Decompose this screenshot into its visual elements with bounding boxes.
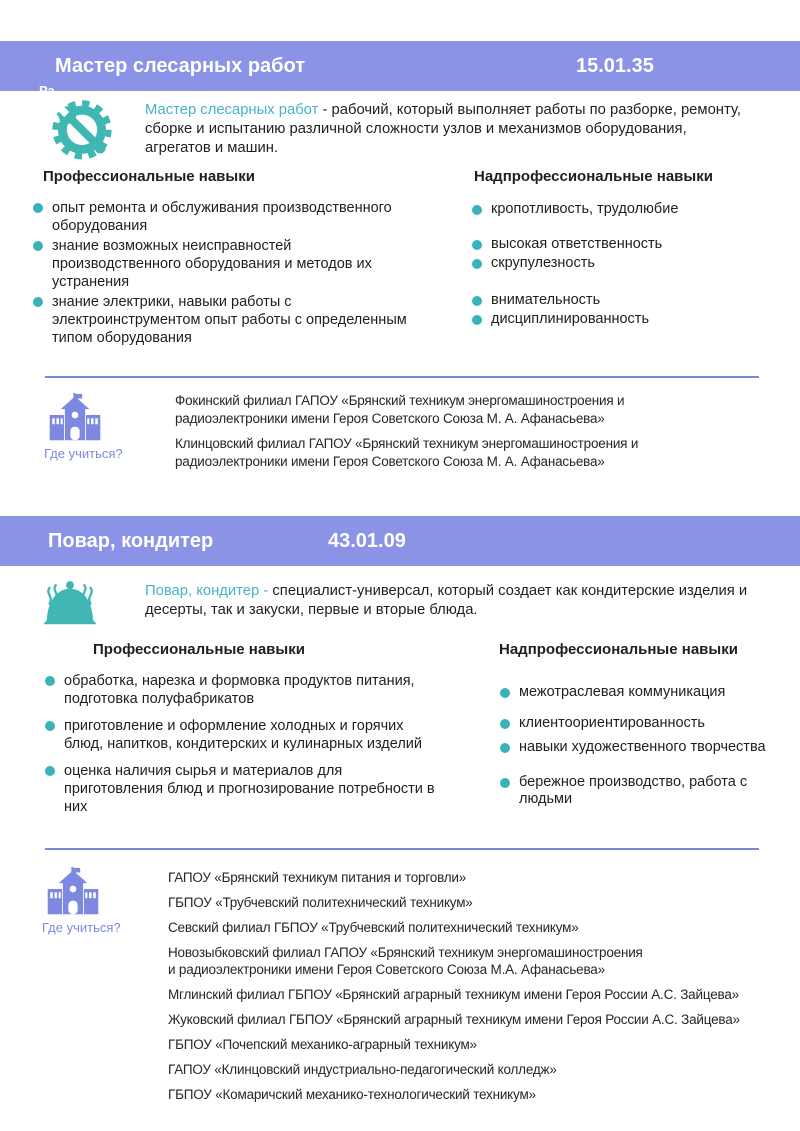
- gear-wrench-icon: [50, 96, 130, 175]
- supra-skills-heading: Надпрофессиональные навыки: [474, 168, 713, 185]
- supra-skills-list: [472, 201, 731, 330]
- section-divider: [45, 376, 759, 378]
- skill-item: высокая ответственность: [472, 236, 731, 253]
- bullet-dot-icon: [472, 296, 482, 306]
- institution-item: ГБПОУ «Трубчевский политехнический техникум»: [168, 895, 473, 910]
- institution-item: ГАПОУ «Клинцовский индустриально-педагогический колледж»: [168, 1062, 557, 1077]
- bullet-dot-icon: [500, 778, 510, 788]
- section-divider: [45, 848, 759, 850]
- institution-item: Фокинский филиал ГАПОУ «Брянский техникум энергомашиностроения и радиоэлектроники имени Героя Советского Союза М. А. Афанасьева»: [175, 393, 625, 426]
- bullet-dot-icon: [500, 688, 510, 698]
- institution-item: Клинцовский филиал ГАПОУ «Брянский техникум энергомашиностроения и радиоэлектроники имени Героя Советского Союза М. А. Афанасьева»: [175, 436, 639, 469]
- skill-item: дисциплинированность: [472, 311, 731, 328]
- profession-description: [145, 582, 765, 620]
- institution-item: Жуковский филиал ГБПОУ «Брянский аграрный техникум имени Героя России А.С. Зайцева»: [168, 1012, 740, 1027]
- clipped-text-fragment: Ра: [39, 83, 55, 98]
- profession-term: Повар, кондитер -: [145, 583, 269, 599]
- bullet-dot-icon: [500, 743, 510, 753]
- section-header-cook: [0, 516, 800, 566]
- bullet-dot-icon: [472, 315, 482, 325]
- institution-item: Мглинский филиал ГБПОУ «Брянский аграрный техникум имени Героя России А.С. Зайцева»: [168, 987, 739, 1002]
- professional-skills-heading: Профессиональные навыки: [43, 168, 255, 185]
- bullet-dot-icon: [472, 240, 482, 250]
- school-building-icon: [46, 867, 100, 921]
- institution-item: Севский филиал ГБПОУ «Трубчевский политехнический техникум»: [168, 920, 579, 935]
- skill-item: знание возможных неисправностей производственного оборудования и методов их устранения: [33, 237, 412, 291]
- skill-item: кропотливость, трудолюбие: [472, 201, 731, 218]
- professional-skills-heading: Профессиональные навыки: [93, 641, 305, 658]
- where-to-study-caption: Где учиться?: [44, 446, 123, 461]
- skill-item: внимательность: [472, 292, 731, 309]
- institutions-list: [168, 869, 776, 1111]
- skill-item: навыки художественного творчества: [500, 739, 784, 756]
- school-building-icon: [48, 393, 102, 447]
- institution-item: ГБПОУ «Комаричский механико-технологический техникум»: [168, 1087, 536, 1102]
- supra-skills-list: [500, 684, 784, 810]
- bullet-dot-icon: [45, 766, 55, 776]
- bullet-dot-icon: [472, 259, 482, 269]
- description-text: - рабочий, который выполняет работы по разборке, ремонту, сборке и испытанию различной сложности узлов и механизмов оборудования, агрегатов и машин.: [145, 102, 741, 156]
- profession-code: 15.01.35: [576, 55, 654, 77]
- skill-item: межотраслевая коммуникация: [500, 684, 784, 701]
- profession-title: Повар, кондитер: [48, 530, 214, 552]
- professional-skills-list: [33, 199, 412, 349]
- bullet-dot-icon: [45, 676, 55, 686]
- bullet-dot-icon: [33, 203, 43, 213]
- profession-description: [145, 101, 745, 158]
- institution-item: ГАПОУ «Брянский техникум питания и торговли»: [168, 870, 467, 885]
- skill-item: оценка наличия сырья и материалов для приготовления блюд и прогнозирование потребности в них: [45, 762, 442, 816]
- profession-term: Мастер слесарных работ: [145, 102, 319, 118]
- skill-item: опыт ремонта и обслуживания производственного оборудования: [33, 199, 412, 235]
- skill-item: обработка, нарезка и формовка продуктов питания, подготовка полуфабрикатов: [45, 672, 442, 708]
- profession-code: 43.01.09: [328, 530, 406, 552]
- skill-item: приготовление и оформление холодных и горячих блюд, напитков, кондитерских и кулинарных изделий: [45, 717, 442, 753]
- profession-title: Мастер слесарных работ: [55, 55, 306, 77]
- professional-skills-list: [45, 672, 442, 825]
- institutions-list: [175, 392, 730, 478]
- institution-item: ГБПОУ «Почепский механико-аграрный техникум»: [168, 1037, 477, 1052]
- bullet-dot-icon: [472, 205, 482, 215]
- bullet-dot-icon: [500, 719, 510, 729]
- skill-item: скрупулезность: [472, 255, 731, 272]
- skill-item: знание электрики, навыки работы с электроинструментом опыт работы с определенным типом оборудования: [33, 293, 412, 347]
- skill-item: бережное производство, работа с людьми: [500, 774, 784, 808]
- institution-item: Новозыбковский филиал ГАПОУ «Брянский техникум энергомашиностроения и радиоэлектроники имени Героя Советского Союза М.А. Афанасьева»: [168, 945, 643, 977]
- where-to-study-caption: Где учиться?: [42, 920, 121, 935]
- section-header-master: [0, 41, 800, 98]
- description-text: специалист-универсал, который создает как кондитерские изделия и десерты, так и закуски, первые и вторые блюда.: [145, 583, 748, 618]
- bullet-dot-icon: [33, 297, 43, 307]
- supra-skills-heading: Надпрофессиональные навыки: [499, 641, 738, 658]
- bullet-dot-icon: [45, 721, 55, 731]
- bullet-dot-icon: [33, 241, 43, 251]
- cloche-icon: [38, 577, 102, 641]
- skill-item: клиентоориентированность: [500, 715, 784, 732]
